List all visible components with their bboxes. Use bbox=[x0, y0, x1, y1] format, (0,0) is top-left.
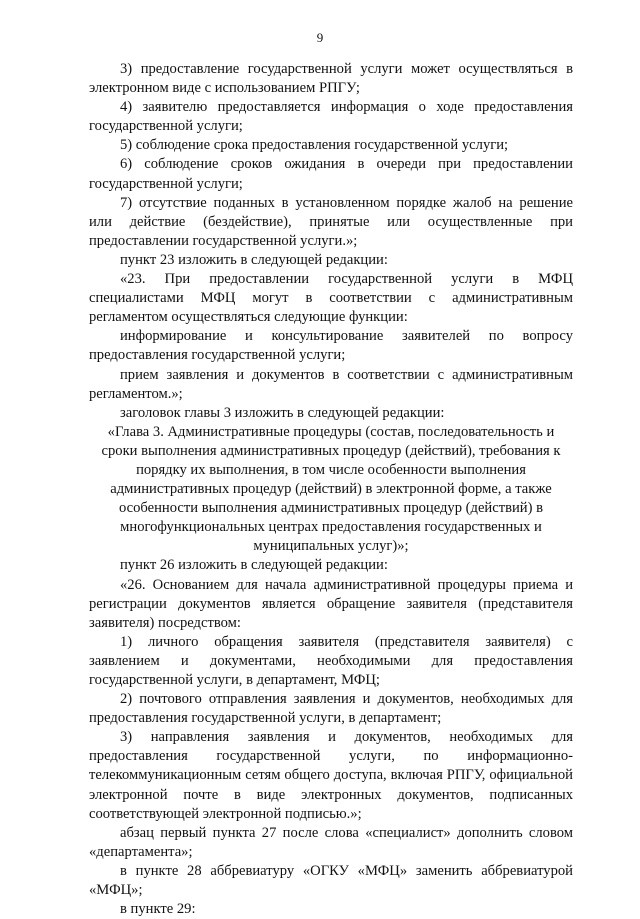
page-number: 9 bbox=[316, 30, 324, 45]
paragraph-point-23-function-2: прием заявления и документов в соответствии с административным регламентом.»; bbox=[89, 366, 573, 402]
paragraph-point-27-amendment: абзац первый пункта 27 после слова «специалист» дополнить словом «департамента»; bbox=[89, 824, 573, 860]
paragraph-chapter-3-instruction: заголовок главы 3 изложить в следующей редакции: bbox=[120, 404, 445, 421]
paragraph-point-26-text: «26. Основанием для начала административной процедуры приема и регистрации документов является обращение заявителя (представителя заявителя) посредством: bbox=[89, 576, 573, 631]
paragraph-point-26-item-2: 2) почтового отправления заявления и документов, необходимых для предоставления государственной услуги, в департамент; bbox=[89, 691, 573, 727]
paragraph-point-23-text: «23. При предоставлении государственной услуги в МФЦ специалистами МФЦ могут в соответствии с административным регламентом осуществляться следующие функции: bbox=[89, 271, 573, 326]
paragraph-point-29-intro: в пункте 29: bbox=[120, 901, 196, 918]
paragraph-item-3: 3) предоставление государственной услуги может осуществляться в электронном виде с использованием РПГУ; bbox=[89, 61, 573, 97]
paragraph-item-4: 4) заявителю предоставляется информация о ходе предоставления государственной услуги; bbox=[89, 99, 573, 135]
paragraph-item-7: 7) отсутствие поданных в установленном порядке жалоб на решение или действие (бездействие), принятые или осуществленные при предоставлении государственной услуги.»; bbox=[89, 194, 573, 249]
paragraph-point-26-instruction: пункт 26 изложить в следующей редакции: bbox=[120, 557, 388, 574]
paragraph-item-5: 5) соблюдение срока предоставления государственной услуги; bbox=[120, 137, 509, 154]
chapter-3-heading: «Глава 3. Административные процедуры (состав, последовательность и сроки выполнения административных процедур (действий), требования к порядку их выполнения, в том числе особенности выполнения административных процедур (действий) в электронной форме, а также особенности выполнения административных процедур (действий) в многофункциональных центрах предоставления государственных и муниципальных услуг)»; bbox=[101, 423, 561, 555]
paragraph-point-23-instruction: пункт 23 изложить в следующей редакции: bbox=[120, 251, 388, 268]
paragraph-point-28-amendment: в пункте 28 аббревиатуру «ОГКУ «МФЦ» заменить аббревиатурой «МФЦ»; bbox=[89, 862, 573, 899]
paragraph-item-6: 6) соблюдение сроков ожидания в очереди при предоставлении государственной услуги; bbox=[89, 156, 573, 192]
paragraph-point-26-item-3: 3) направления заявления и документов, необходимых для предоставления государственной услуги, по информационно-телекоммуникационным сетям общего доступа, включая РПГУ, официальной электронной почте в виде электронных документов, подписанных соответствующей электронной подписью.»; bbox=[89, 729, 573, 822]
paragraph-point-23-function-1: информирование и консультирование заявителей по вопросу предоставления государственной услуги; bbox=[89, 328, 573, 364]
document-body bbox=[89, 60, 573, 919]
paragraph-point-26-item-1: 1) личного обращения заявителя (представителя заявителя) с заявлением и документами, необходимыми для предоставления государственной услуги, в департамент, МФЦ; bbox=[89, 633, 573, 688]
